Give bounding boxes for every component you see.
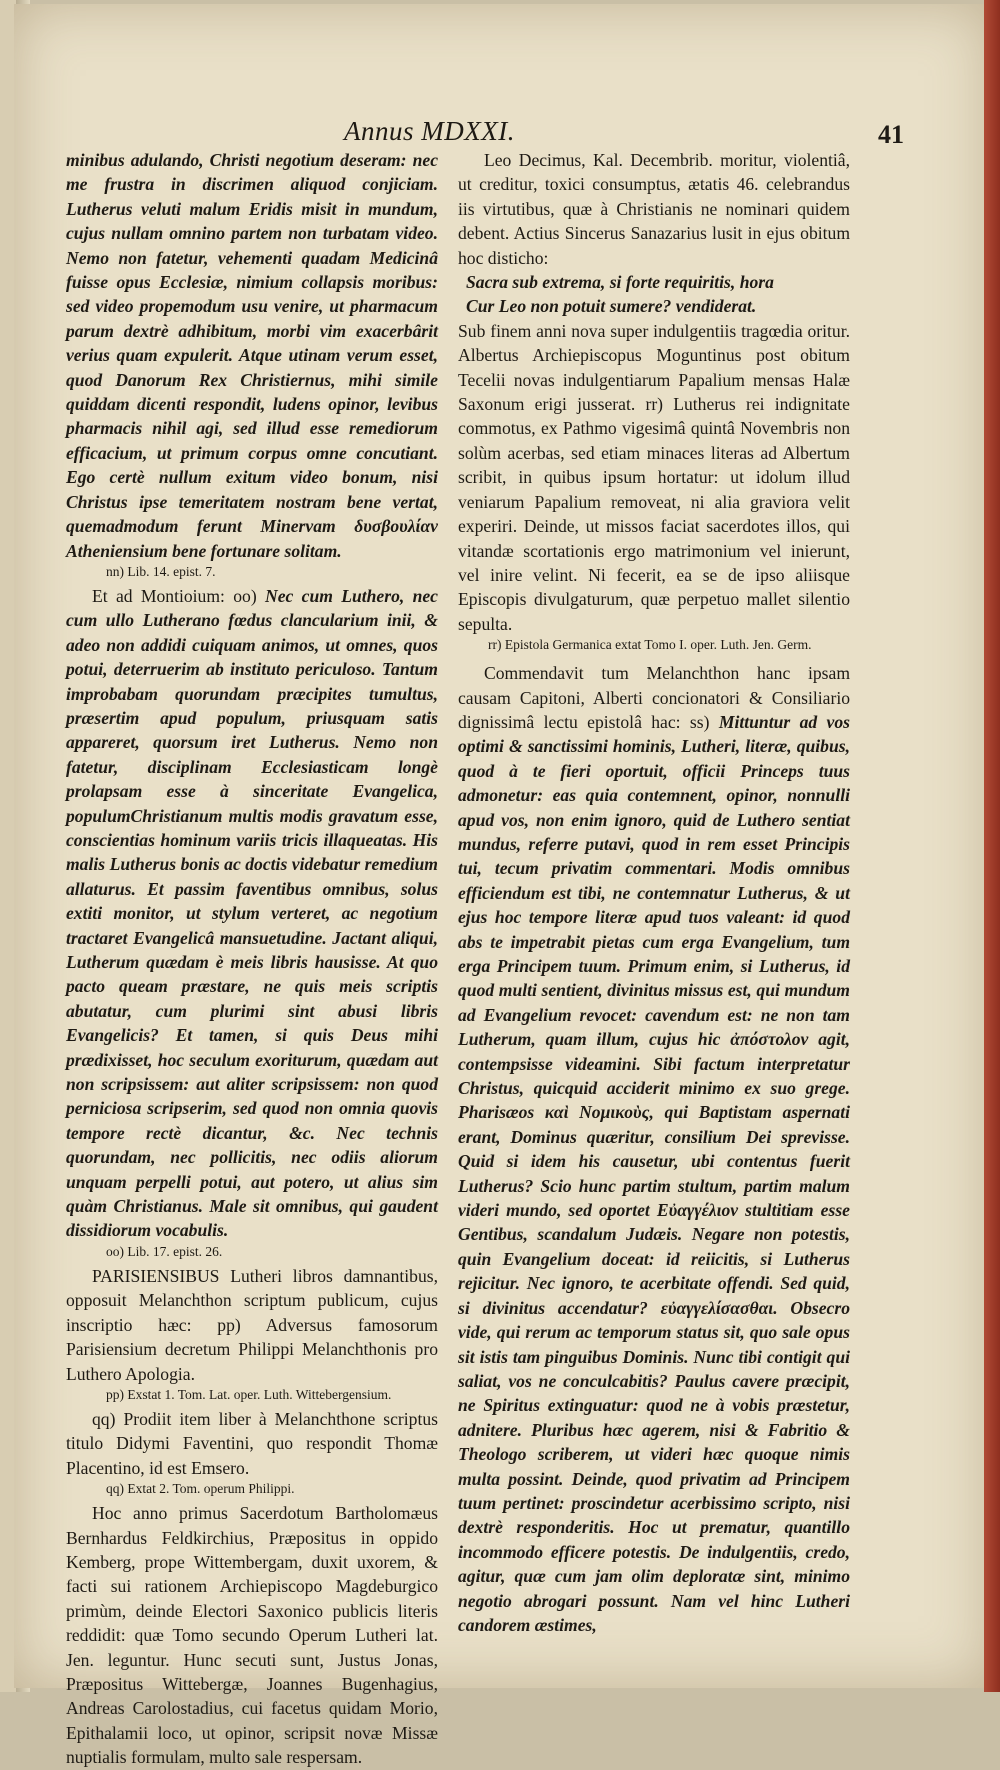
footnote-oo: oo) Lib. 17. epist. 26. — [106, 1243, 223, 1259]
footnote-rr: rr) Epistola Germanica extat Tomo I. oper. Luth. Jen. Germ. — [488, 637, 812, 653]
page-number: 41 — [878, 120, 904, 149]
paragraph-parisiensibus: PARISIENSIBUS Lutheri libros damnantibus, opposuit Melanchthon scriptum publicum, cujus inscriptio hæc: pp) Adversus famosorum Parisiensium decretum Philippi Melanchthonis pro Luthero Apologia. — [66, 1265, 438, 1384]
melanchthon-epistle: Mittuntur ad vos optimi & sanctissimi hominis, Lutheri, literæ, quibus, quod à te fieri oportuit, officii Princeps tuus admonetur: eas quia contemnent, opinor, nonnulli apud vos, non enim ignoro, quid de Luthero sentiat mundus, referre putavi, quod in rem esset Principis tui, tecum privatim commentari. Modis omnibus efficiendum est tibi, ne contemnatur Lutherus, & ut ejus hoc tempore literæ apud tuos valeant: id quod abs te impetrabit pietas cum erga Evangelium, tum erga Principem tuum. Primum enim, si Lutherus, id quod multi sentient, divinitus missus est, qui mundum ad Evangelium revocet: cavendum est: ne non tam Lutherum, quam illum, cujus hic ἀπόστολον agit, contempsisse videamini. Sibi factum interpretatur Christus, quicquid acciderit minimo ex suo grege. Pharisæos καὶ Νομικοὺς, qui Baptistam aspernati erant, Dominus quæritur, consilium Dei sprevisse. Quid si idem his causetur, ubi contentus fuerit Lutherus? Scio hunc partim stultum, partim malum videri mundo, sed oportet Εὐαγγέλιον stultitiam esse Gentibus, scandalum Judæis. Negare non potestis, quin Evangelium doceat: id reiicitis, si Lutherus rejicitur. Nec ignoro, te acerbitate offendi. Sed quid, si divinitus accendatur? εὐαγγελίσασθαι. Obsecro vide, qui rerum ac temporum status sit, quo sale opus sit istis tam pinguibus Dominis. Nunc tibi contigit qui saliat, vos ne conculcabitis? Paulus cavere præcipit, ne Spiritus extinguatur: quod ne à vobis præstetur, adnitere. Pluribus hæc agerem, nisi & Fabritio & Theologo scriberem, ut videri hæc quoque nimis multa possint. Deinde, quod privatim ad Principem tuum pertinet: proscindetur acerbissimo scripto, nisi dextrè responderitis. Hoc ut prematur, quantillo incommodo efficere potestis. De indulgentiis, credo, agitur, quæ cum jam olim deploratæ sint, minimo negotio abrogari possunt. Nam vel hinc Lutheri candorem æstimes, — [458, 711, 851, 1635]
footnote-qq: qq) Extat 2. Tom. operum Philippi. — [106, 1481, 295, 1497]
running-title: Annus MDXXI. — [344, 116, 515, 146]
paragraph-indulgentiis: Sub finem anni nova super indulgentiis tragœdia oritur. Albertus Archiepiscopus Moguntinus post obitum Tecelii novas indulgentiarum Papalium mensas Halæ Saxonum erigi jusserat. rr) Lutherus rei indignitate commotus, ex Pathmo vigesimâ quintâ Novembris non solùm acerbas, sed etiam minaces literas ad Albertum scribit, in quibus ipsum hortatur: ut idolum illud veniarum Papalium removeat, ni alia graviora velit experiri. Deinde, ut missos faciat sacerdotes illos, qui vitandæ scortationis ergo matrimonium vel inierunt, vel inire velint. Ni fecerit, ea se de ipso aliisque Episcopis divulgaturum, quæ perpetuo mallet silentio sepulta. — [458, 320, 850, 634]
erasmus-quote-1: minibus adulando, Christi negotium deseram: nec me frustra in discrimen aliquod conjiciam. Lutherus veluti malum Eridis misit in mundum, cujus nullam omnino partem non turbatam video. Nemo non fatetur, vehementi quadam Medicinâ fuisse opus Ecclesiæ, nimium collapsis moribus: sed video propemodum usu venire, ut pharmacum parum dextrè adhibitum, morbi vim exacerbârit verius quam expulerit. Atque utinam verum esset, quod Danorum Rex Christiernus, mihi simile quiddam dicenti respondit, ludens opinor, levibus pharmacis nihil agi, sed illud esse remediorum efficacium, ut primum corpus omne concutiant. Ego certè nullum exitum video bonum, nisi Christus ipse temeritatem nostram bene vertat, quemadmodum ferunt Minervam δυσβουλίαν Atheniensium bene fortunare solitam. — [66, 150, 438, 561]
paragraph-melanchthon-capito — [458, 661, 850, 1637]
right-column — [458, 148, 850, 1637]
distich-line-2: Cur Leo non potuit sumere? vendiderat. — [466, 296, 757, 317]
paragraph-montioium-intro: Et ad Montioium: oo) — [92, 585, 257, 606]
left-column — [66, 148, 438, 1770]
red-page-edge — [984, 0, 1000, 1692]
paragraph-feldkirchius: Hoc anno primus Sacerdotum Bartholomæus Bernhardus Feldkirchius, Præpositus in oppido Kemberg, prope Wittembergam, duxit uxorem, & facti sui rationem Archiepiscopo Magdeburgico primùm, deinde Electori Saxonico publicis literis reddidit: quæ Tomo secundo Operum Lutheri lat. Jen. leguntur. Hunc secuti sunt, Justus Jonas, Præpositus Wittebergæ, Joannes Bugenhagius, Andreas Carolostadius, cui facetus quidam Morio, Epithalamii loco, ut opinor, scripsit novæ Missæ nuptialis formulam, multo sale respersam. — [66, 1503, 438, 1768]
paragraph-leo-decimus: Leo Decimus, Kal. Decembrib. moritur, violentiâ, ut creditur, toxici consumptus, ætatis 46. celebrandus iis virtutibus, quæ à Christianis ne nominari quidem debent. Actius Sincerus Sanazarius lusit in ejus obitum hoc disticho: — [458, 150, 850, 268]
distich-line-1: Sacra sub extrema, si forte requiritis, hora — [466, 272, 774, 293]
footnote-nn: nn) Lib. 14. epist. 7. — [106, 563, 216, 579]
book-page — [14, 4, 990, 1768]
footnote-pp: pp) Exstat 1. Tom. Lat. oper. Luth. Wittebergensium. — [106, 1386, 392, 1402]
paragraph-montioium — [66, 584, 438, 1243]
erasmus-quote-2: Nec cum Luthero, nec cum ullo Lutherano fœdus clancularium inii, & adeo non addidi cuiquam animos, ut omnes, quos potui, deterruerim ab instituto periculoso. Tantum improbabam quorundam præcipites tumultus, præsertim apud populum, priusquam satis appareret, quorsum iret Lutherus. Nemo non fatetur, disciplinam Ecclesiasticam longè prolapsam esse à sinceritate Evangelica, populumChristianum multis modis gravatum esse, conscientias hominum variis tricis illaqueatas. His malis Lutherus bonis ac doctis videbatur remedium allaturus. Et passim faventibus omnibus, solus extiti monitor, ut stylum verteret, ac negotium tractaret Evangelicâ mansuetudine. Jactant aliqui, Lutherum quædam è meis libris hausisse. At quo pacto queam præstare, ne quis meis scriptis abutatur, cum plurimi sint abusi libris Evangelicis? Et tamen, si quis Deus mihi prædixisset, hoc seculum exoriturum, quædam aut non scripsissem: aut aliter scripsissem: non quod perniciosa scripserim, sed quod non omnia quovis tempore rectè dicantur, &c. Nec technis quorundam, nec pollicitis, nec odiis aliorum unquam perpelli potui, aut potero, ut alius sim quàm Christianus. Male sit omnibus, qui gaudent dissidiorum vocabulis. — [66, 585, 438, 1241]
paragraph-melanchthon-intro: Commendavit tum Melanchthon hanc ipsam causam Capitoni, Alberti concionatori & Consiliario dignissimâ lectu epistolâ hac: ss) — [458, 663, 850, 732]
paragraph-didymi: qq) Prodiit item liber à Melanchthone scriptus titulo Didymi Faventini, quo respondit Thomæ Placentino, id est Emsero. — [66, 1408, 438, 1478]
